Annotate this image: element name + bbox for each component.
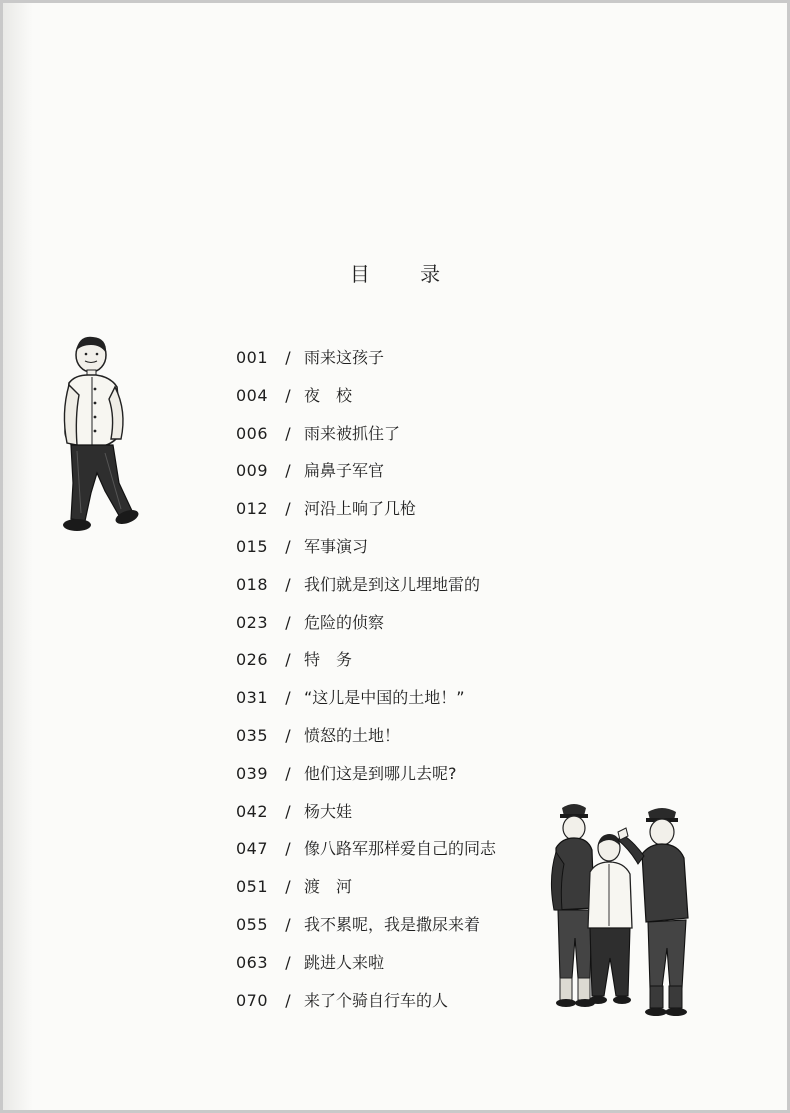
toc-chapter-title: 来了个骑自行车的人 [304,990,449,1010]
toc-separator: / [285,877,291,897]
toc-page-number: 018 [236,574,269,594]
toc-separator: / [285,536,291,556]
toc-chapter-title: 像八路军那样爱自己的同志 [304,839,497,859]
toc-separator: / [285,914,291,934]
toc-entry[interactable] [236,608,496,646]
boy-walking-illustration [55,333,145,543]
toc-separator: / [285,990,291,1010]
toc-entry[interactable] [236,381,496,419]
toc-chapter-title: 雨来这孩子 [304,348,385,367]
toc-entry[interactable] [236,948,496,986]
toc-separator: / [285,574,291,594]
toc-page-number: 051 [236,877,269,897]
toc-chapter-title: 危险的侦察 [304,612,385,632]
toc-separator: / [285,461,291,481]
toc-entry[interactable] [236,532,496,570]
toc-entry[interactable] [236,456,496,494]
toc-page-number: 001 [236,348,269,367]
toc-page-number: 009 [236,461,269,481]
toc-page-number: 006 [236,423,269,443]
page-edge-shadow [3,3,33,1110]
toc-separator: / [285,612,291,632]
toc-separator: / [285,839,291,859]
toc-entry[interactable] [236,494,496,532]
toc-chapter-title: 愤怒的土地！ [304,725,401,745]
toc-entry[interactable] [236,570,496,608]
toc-separator: / [285,499,291,519]
toc-entry[interactable] [236,797,496,835]
toc-page-number: 047 [236,839,269,859]
toc-page-number: 023 [236,612,269,632]
toc-page-number: 031 [236,688,269,708]
toc-entry[interactable] [236,834,496,872]
toc-separator: / [285,385,291,405]
toc-chapter-title: 我们就是到这儿埋地雷的 [304,574,481,594]
toc-entry[interactable] [236,343,496,381]
toc-separator: / [285,801,291,821]
toc-chapter-title: 军事演习 [304,536,369,556]
toc-separator: / [285,952,291,972]
toc-chapter-title: 夜 校 [304,385,353,405]
toc-chapter-title: 雨来被抓住了 [304,423,401,443]
toc-entry[interactable] [236,910,496,948]
toc-separator: / [285,650,291,670]
table-of-contents [236,343,496,1023]
toc-page-number: 004 [236,385,269,405]
toc-entry[interactable] [236,645,496,683]
toc-page-number: 070 [236,990,269,1010]
toc-page-number: 042 [236,801,269,821]
toc-page-number: 039 [236,763,269,783]
toc-entry[interactable] [236,872,496,910]
toc-separator: / [285,688,291,708]
toc-separator: / [285,725,291,745]
toc-page-number: 063 [236,952,269,972]
toc-separator: / [285,423,291,443]
toc-entry[interactable] [236,721,496,759]
toc-chapter-title: 我不累呢，我是撒尿来着 [304,914,481,934]
toc-page-number: 012 [236,499,269,519]
book-page [3,3,787,1110]
toc-page-number: 015 [236,536,269,556]
toc-chapter-title: 扁鼻子军官 [304,461,385,481]
toc-separator: / [285,763,291,783]
toc-entry[interactable] [236,759,496,797]
toc-chapter-title: 杨大娃 [304,801,353,821]
toc-chapter-title: “这儿是中国的土地！” [304,688,465,708]
toc-separator: / [285,348,291,367]
toc-chapter-title: 河沿上响了几枪 [304,499,417,519]
toc-entry[interactable] [236,683,496,721]
toc-chapter-title: 他们这是到哪儿去呢? [304,763,457,783]
toc-entry[interactable] [236,986,496,1024]
toc-chapter-title: 跳进人来啦 [304,952,385,972]
toc-chapter-title: 特 务 [304,650,353,670]
soldiers-and-boy-illustration [548,798,698,1028]
toc-page-number: 026 [236,650,269,670]
page-title: 目 录 [349,262,463,286]
toc-page-number: 035 [236,725,269,745]
toc-chapter-title: 渡 河 [304,877,353,897]
toc-entry[interactable] [236,419,496,457]
toc-page-number: 055 [236,914,269,934]
